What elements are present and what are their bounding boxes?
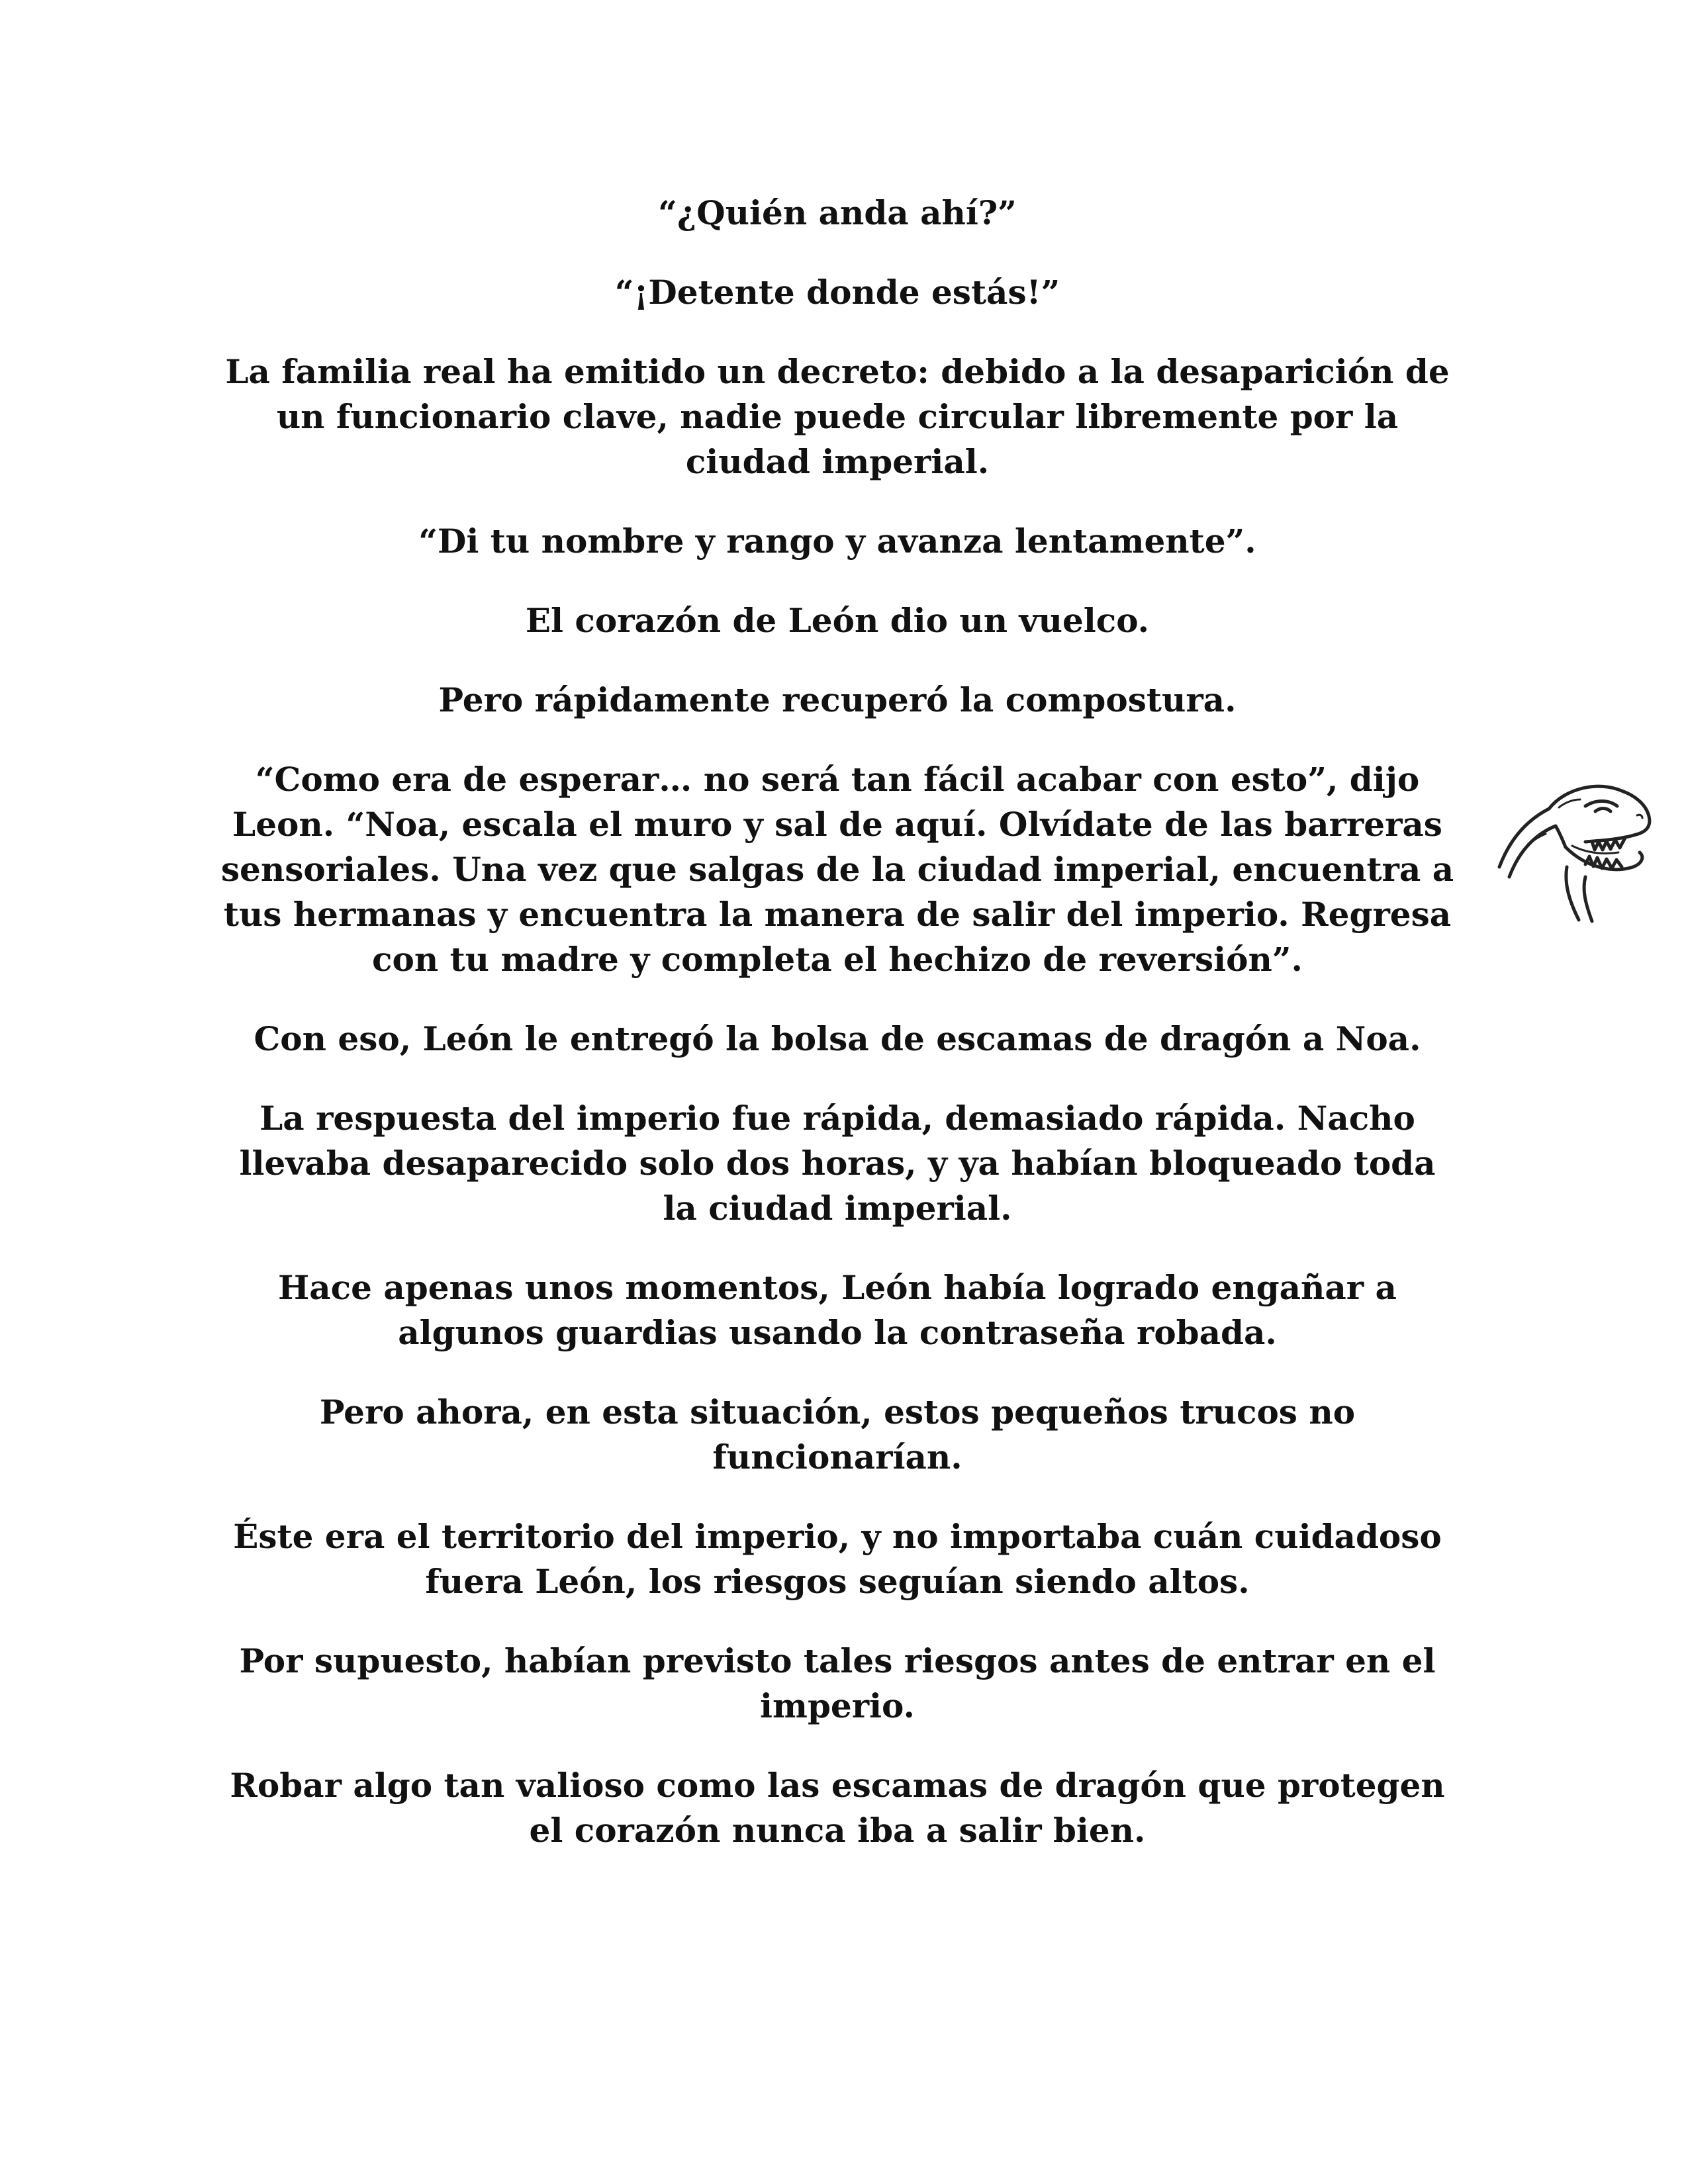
- paragraph-8: Con eso, León le entregó la bolsa de escamas de dragón a Noa.: [254, 1019, 1421, 1058]
- dragon-head-sketch-icon: [1486, 768, 1658, 927]
- paragraph-5: El corazón de León dio un vuelco.: [525, 601, 1150, 640]
- paragraph-4: “Di tu nombre y rango y avanza lentamente”.: [418, 522, 1256, 561]
- story-text-column: [218, 191, 1456, 1888]
- paragraph-12: Éste era el territorio del imperio, y no importaba cuán cuidadoso fuera León, los riesgos seguían siendo altos.: [233, 1517, 1442, 1601]
- paragraph-6: Pero rápidamente recuperó la compostura.: [438, 680, 1237, 719]
- paragraph-11: Pero ahora, en esta situación, estos pequeños trucos no funcionarían.: [319, 1392, 1356, 1477]
- paragraph-3: La familia real ha emitido un decreto: debido a la desaparición de un funcionario clave, nadie puede circular libremente por la ciudad imperial.: [225, 352, 1450, 481]
- paragraph-1: “¿Quién anda ahí?”: [658, 193, 1017, 232]
- paragraph-9: La respuesta del imperio fue rápida, demasiado rápida. Nacho llevaba desaparecido solo dos horas, y ya habían bloqueado toda la ciudad imperial.: [239, 1099, 1436, 1228]
- paragraph-2: “¡Detente donde estás!”: [614, 273, 1060, 312]
- paragraph-7: “Como era de esperar… no será tan fácil acabar con esto”, dijo Leon. “Noa, escala el muro y sal de aquí. Olvídate de las barreras sensoriales. Una vez que salgas de la ciudad imperial, encuentra a tus hermanas y encuentra la manera de salir del imperio. Regresa con tu madre y completa el hechizo de reversión”.: [220, 760, 1454, 979]
- paragraph-13: Por supuesto, habían previsto tales riesgos antes de entrar en el imperio.: [239, 1641, 1436, 1725]
- paragraph-10: Hace apenas unos momentos, León había logrado engañar a algunos guardias usando la contraseña robada.: [278, 1268, 1397, 1352]
- paragraph-14: Robar algo tan valioso como las escamas de dragón que protegen el corazón nunca iba a salir bien.: [230, 1766, 1445, 1850]
